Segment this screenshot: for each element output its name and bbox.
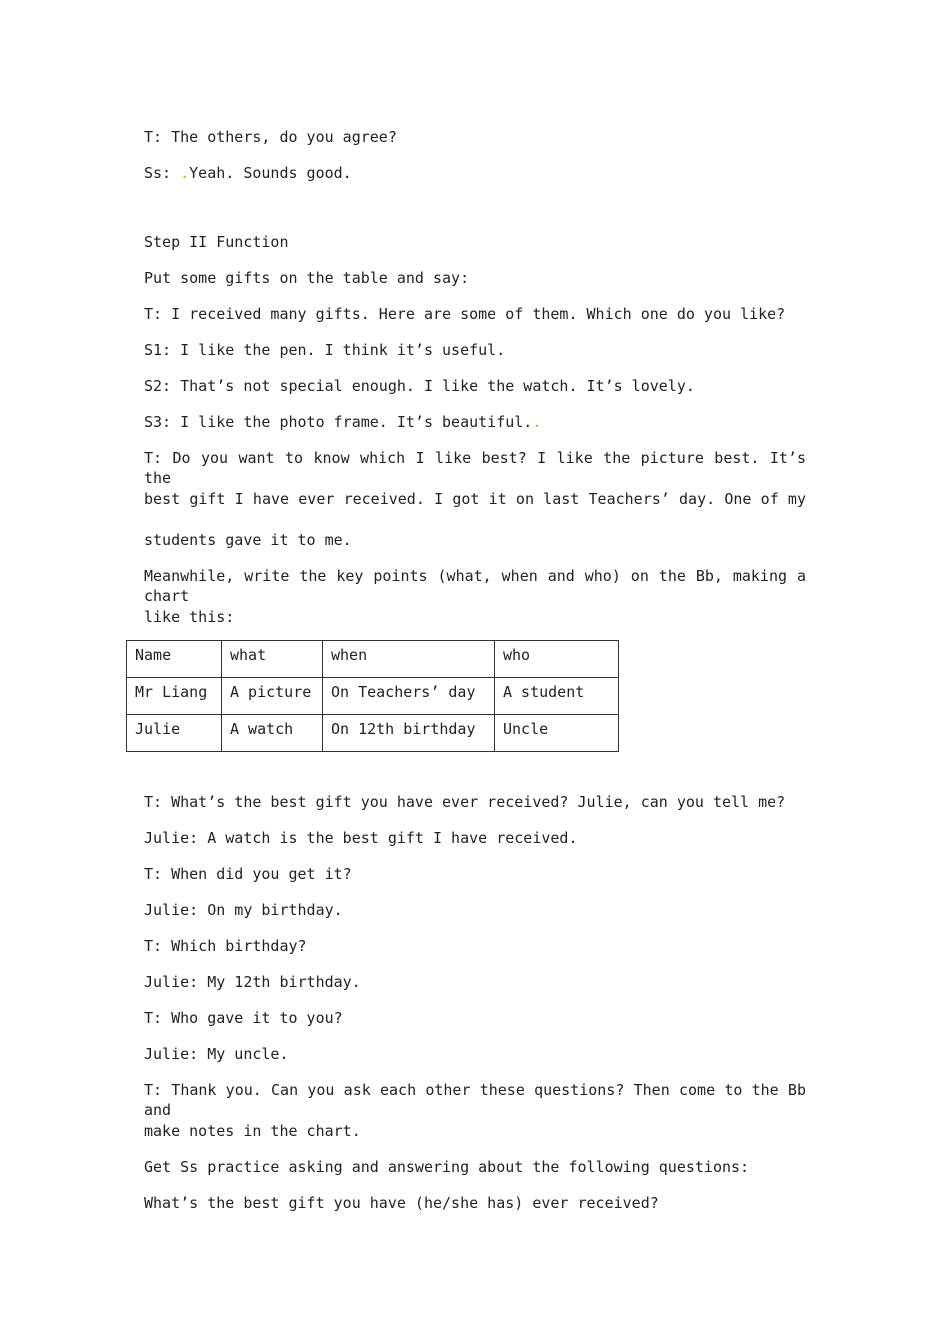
paragraph-line: T: Thank you. Can you ask each other these questions? Then come to the Bb and (144, 1081, 806, 1119)
dialogue-line: T: Who gave it to you? (144, 1009, 343, 1027)
table-header-row (127, 641, 619, 678)
dialogue-line: Julie: My uncle. (144, 1045, 289, 1063)
table-cell: Julie (127, 715, 222, 752)
dialogue-line: T: What’s the best gift you have ever received? Julie, can you tell me? (144, 793, 786, 811)
paragraph-line: make notes in the chart. (144, 1122, 361, 1140)
paragraph-line: students gave it to me. (144, 531, 352, 549)
table-cell: On 12th birthday (323, 715, 495, 752)
table-row (127, 678, 619, 715)
table-header-cell: who (495, 641, 619, 678)
table-cell: A picture (222, 678, 323, 715)
table-cell: A watch (222, 715, 323, 752)
mark-dot: . (180, 164, 190, 182)
dialogue-line (144, 412, 541, 432)
dialogue-line: S2: That’s not special enough. I like the watch. It’s lovely. (144, 377, 695, 395)
paragraph-line: like this: (144, 608, 235, 626)
table-header-cell: Name (127, 641, 222, 678)
dialogue-text: S3: I like the photo frame. It’s beautiful. (144, 413, 533, 431)
speaker-label: Ss: (144, 164, 181, 182)
paragraph-line: T: Do you want to know which I like best? I like the picture best. It’s the (144, 449, 806, 487)
dialogue-line: T: The others, do you agree? (144, 128, 397, 146)
mark-dot: . (532, 413, 542, 431)
dialogue-line: T: I received many gifts. Here are some of them. Which one do you like? (144, 305, 786, 323)
table-cell: Mr Liang (127, 678, 222, 715)
instruction-line: Put some gifts on the table and say: (144, 269, 470, 287)
dialogue-line: Julie: A watch is the best gift I have received. (144, 829, 578, 847)
dialogue-line: Julie: On my birthday. (144, 901, 343, 919)
table-header-cell: when (323, 641, 495, 678)
table-cell: A student (495, 678, 619, 715)
dialogue-line: T: When did you get it? (144, 865, 352, 883)
instruction-line: Get Ss practice asking and answering about the following questions: (144, 1158, 750, 1176)
paragraph-line: Meanwhile, write the key points (what, when and who) on the Bb, making a chart (144, 567, 806, 605)
dialogue-text: Yeah. Sounds good. (189, 164, 352, 182)
table-row (127, 715, 619, 752)
step-title: Step II Function (144, 233, 289, 251)
table-cell: Uncle (495, 715, 619, 752)
dialogue-line (144, 163, 352, 183)
paragraph-line: best gift I have ever received. I got it on last Teachers’ day. One of my (144, 490, 806, 508)
dialogue-line: T: Which birthday? (144, 937, 307, 955)
dialogue-line: Julie: My 12th birthday. (144, 973, 361, 991)
gift-chart-table (126, 640, 619, 752)
table-cell: On Teachers’ day (323, 678, 495, 715)
table-header-cell: what (222, 641, 323, 678)
question-line: What’s the best gift you have (he/she has) ever received? (144, 1194, 659, 1212)
dialogue-line: S1: I like the pen. I think it’s useful. (144, 341, 506, 359)
